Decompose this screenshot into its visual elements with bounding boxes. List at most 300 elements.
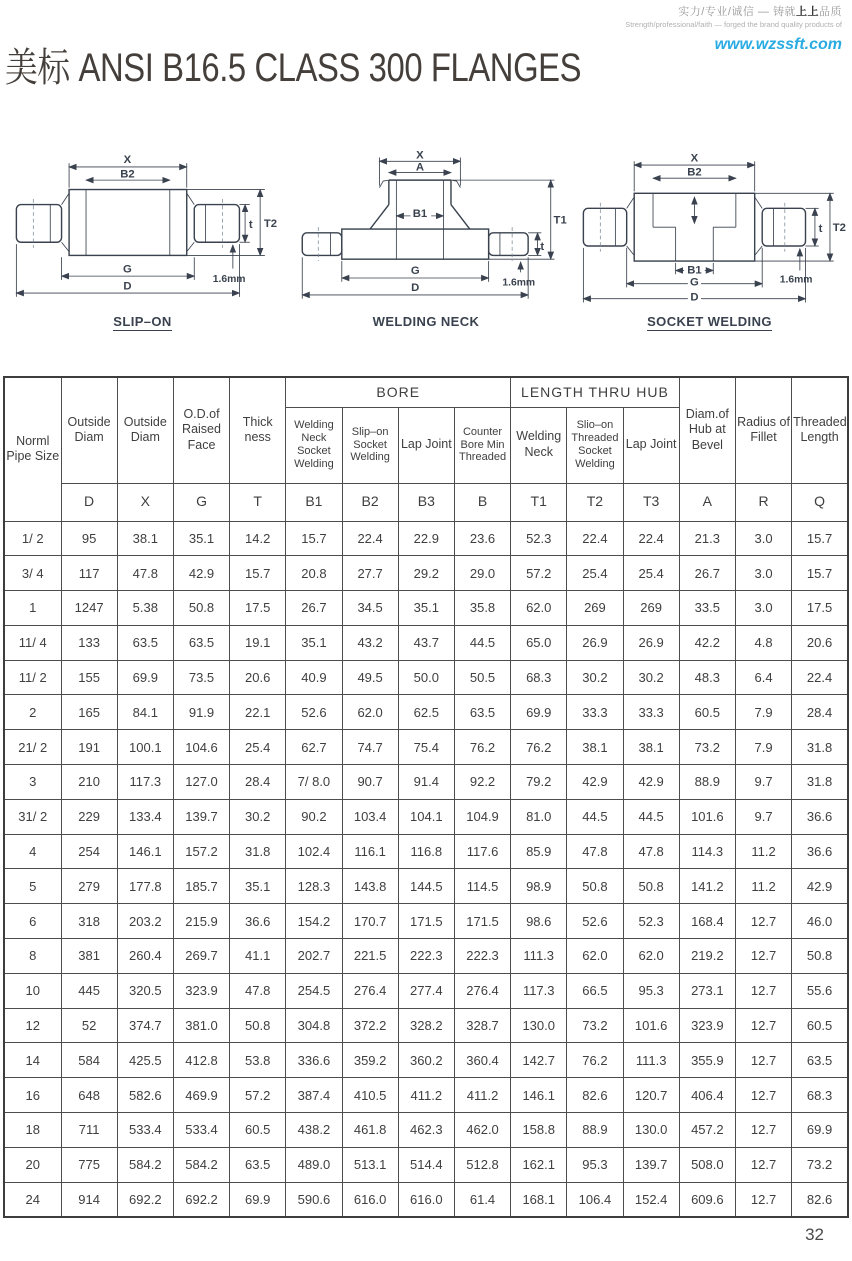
value-cell: 410.5 bbox=[342, 1078, 398, 1113]
dim-note: 1.6mm bbox=[501, 277, 535, 289]
value-cell: 73.2 bbox=[679, 730, 735, 765]
value-cell: 98.9 bbox=[511, 869, 567, 904]
value-cell: 12.7 bbox=[735, 1113, 791, 1148]
table-row bbox=[4, 939, 848, 974]
value-cell: 15.7 bbox=[792, 521, 848, 556]
value-cell: 102.4 bbox=[286, 834, 342, 869]
flange-outline bbox=[302, 180, 528, 261]
value-cell: 277.4 bbox=[398, 973, 454, 1008]
value-cell: 318 bbox=[61, 904, 117, 939]
col-hub-welding-neck: Welding Neck bbox=[511, 407, 567, 483]
value-cell: 254.5 bbox=[286, 973, 342, 1008]
flange-diagrams bbox=[0, 150, 852, 331]
value-cell: 61.4 bbox=[454, 1182, 510, 1217]
dim-d: D bbox=[410, 282, 419, 295]
value-cell: 276.4 bbox=[342, 973, 398, 1008]
value-cell: 34.5 bbox=[342, 591, 398, 626]
sym-r: R bbox=[735, 483, 791, 521]
sym-g: G bbox=[173, 483, 229, 521]
value-cell: 462.0 bbox=[454, 1113, 510, 1148]
value-cell: 323.9 bbox=[173, 973, 229, 1008]
value-cell: 7/ 8.0 bbox=[286, 765, 342, 800]
value-cell: 33.5 bbox=[679, 591, 735, 626]
value-cell: 203.2 bbox=[117, 904, 173, 939]
dim-g: G bbox=[410, 265, 420, 278]
value-cell: 50.8 bbox=[567, 869, 623, 904]
value-cell: 215.9 bbox=[173, 904, 229, 939]
sym-a: A bbox=[679, 483, 735, 521]
value-cell: 15.7 bbox=[792, 556, 848, 591]
value-cell: 171.5 bbox=[398, 904, 454, 939]
value-cell: 28.4 bbox=[230, 765, 286, 800]
value-cell: 50.5 bbox=[454, 660, 510, 695]
pipe-size-cell: 20 bbox=[4, 1147, 61, 1182]
value-cell: 130.0 bbox=[623, 1113, 679, 1148]
value-cell: 42.9 bbox=[567, 765, 623, 800]
value-cell: 11.2 bbox=[735, 834, 791, 869]
caption-welding-neck: WELDING NECK bbox=[372, 314, 480, 329]
group-length-thru-hub: LENGTH THRU HUB bbox=[511, 377, 680, 407]
pipe-size-cell: 6 bbox=[4, 904, 61, 939]
value-cell: 21.3 bbox=[679, 521, 735, 556]
value-cell: 141.2 bbox=[679, 869, 735, 904]
value-cell: 23.6 bbox=[454, 521, 510, 556]
value-cell: 42.9 bbox=[792, 869, 848, 904]
dim-x: X bbox=[123, 154, 132, 167]
value-cell: 35.8 bbox=[454, 591, 510, 626]
value-cell: 130.0 bbox=[511, 1008, 567, 1043]
value-cell: 36.6 bbox=[792, 799, 848, 834]
value-cell: 22.9 bbox=[398, 521, 454, 556]
group-bore: BORE bbox=[286, 377, 511, 407]
value-cell: 170.7 bbox=[342, 904, 398, 939]
value-cell: 533.4 bbox=[173, 1113, 229, 1148]
value-cell: 29.2 bbox=[398, 556, 454, 591]
value-cell: 111.3 bbox=[623, 1043, 679, 1078]
value-cell: 90.7 bbox=[342, 765, 398, 800]
value-cell: 120.7 bbox=[623, 1078, 679, 1113]
pipe-size-cell: 3 bbox=[4, 765, 61, 800]
table-row bbox=[4, 834, 848, 869]
value-cell: 269.7 bbox=[173, 939, 229, 974]
value-cell: 27.7 bbox=[342, 556, 398, 591]
table-row bbox=[4, 556, 848, 591]
value-cell: 15.7 bbox=[230, 556, 286, 591]
dim-b1: B1 bbox=[412, 207, 427, 220]
value-cell: 254 bbox=[61, 834, 117, 869]
value-cell: 117 bbox=[61, 556, 117, 591]
value-cell: 222.3 bbox=[454, 939, 510, 974]
value-cell: 52.6 bbox=[286, 695, 342, 730]
value-cell: 3.0 bbox=[735, 591, 791, 626]
value-cell: 85.9 bbox=[511, 834, 567, 869]
value-cell: 31.8 bbox=[792, 730, 848, 765]
value-cell: 38.1 bbox=[567, 730, 623, 765]
value-cell: 95.3 bbox=[623, 973, 679, 1008]
value-cell: 154.2 bbox=[286, 904, 342, 939]
sym-x: X bbox=[117, 483, 173, 521]
pipe-size-cell: 18 bbox=[4, 1113, 61, 1148]
value-cell: 42.9 bbox=[623, 765, 679, 800]
value-cell: 7.9 bbox=[735, 730, 791, 765]
col-od-raised-face: O.D.of Raised Face bbox=[173, 377, 229, 483]
value-cell: 457.2 bbox=[679, 1113, 735, 1148]
value-cell: 406.4 bbox=[679, 1078, 735, 1113]
value-cell: 49.5 bbox=[342, 660, 398, 695]
value-cell: 609.6 bbox=[679, 1182, 735, 1217]
value-cell: 276.4 bbox=[454, 973, 510, 1008]
value-cell: 35.1 bbox=[398, 591, 454, 626]
value-cell: 219.2 bbox=[679, 939, 735, 974]
diagram-socket-welding bbox=[569, 150, 850, 331]
value-cell: 469.9 bbox=[173, 1078, 229, 1113]
value-cell: 69.9 bbox=[511, 695, 567, 730]
value-cell: 50.0 bbox=[398, 660, 454, 695]
value-cell: 73.2 bbox=[567, 1008, 623, 1043]
value-cell: 584.2 bbox=[117, 1147, 173, 1182]
value-cell: 171.5 bbox=[454, 904, 510, 939]
value-cell: 92.2 bbox=[454, 765, 510, 800]
value-cell: 411.2 bbox=[454, 1078, 510, 1113]
value-cell: 100.1 bbox=[117, 730, 173, 765]
value-cell: 47.8 bbox=[623, 834, 679, 869]
pipe-size-cell: 8 bbox=[4, 939, 61, 974]
value-cell: 36.6 bbox=[230, 904, 286, 939]
value-cell: 133 bbox=[61, 625, 117, 660]
value-cell: 114.5 bbox=[454, 869, 510, 904]
value-cell: 9.7 bbox=[735, 765, 791, 800]
table-row bbox=[4, 904, 848, 939]
value-cell: 101.6 bbox=[623, 1008, 679, 1043]
value-cell: 387.4 bbox=[286, 1078, 342, 1113]
value-cell: 381 bbox=[61, 939, 117, 974]
value-cell: 43.7 bbox=[398, 625, 454, 660]
caption-socket-welding: SOCKET WELDING bbox=[647, 314, 772, 329]
symbol-row bbox=[4, 483, 848, 521]
value-cell: 355.9 bbox=[679, 1043, 735, 1078]
dimension-lines bbox=[302, 150, 566, 299]
value-cell: 6.4 bbox=[735, 660, 791, 695]
value-cell: 3.0 bbox=[735, 521, 791, 556]
value-cell: 25.4 bbox=[623, 556, 679, 591]
value-cell: 191 bbox=[61, 730, 117, 765]
value-cell: 52.3 bbox=[511, 521, 567, 556]
sym-t: T bbox=[230, 483, 286, 521]
value-cell: 33.3 bbox=[623, 695, 679, 730]
value-cell: 53.8 bbox=[230, 1043, 286, 1078]
value-cell: 533.4 bbox=[117, 1113, 173, 1148]
sym-b: B bbox=[454, 483, 510, 521]
value-cell: 47.8 bbox=[567, 834, 623, 869]
value-cell: 88.9 bbox=[567, 1113, 623, 1148]
value-cell: 63.5 bbox=[173, 625, 229, 660]
value-cell: 63.5 bbox=[454, 695, 510, 730]
value-cell: 4.8 bbox=[735, 625, 791, 660]
value-cell: 116.1 bbox=[342, 834, 398, 869]
dim-b2: B2 bbox=[120, 168, 135, 181]
value-cell: 221.5 bbox=[342, 939, 398, 974]
table-row bbox=[4, 591, 848, 626]
dim-t: t bbox=[248, 219, 253, 232]
value-cell: 22.4 bbox=[567, 521, 623, 556]
value-cell: 28.4 bbox=[792, 695, 848, 730]
col-diam-hub-bevel: Diam.of Hub at Bevel bbox=[679, 377, 735, 483]
value-cell: 101.6 bbox=[679, 799, 735, 834]
value-cell: 69.9 bbox=[230, 1182, 286, 1217]
value-cell: 273.1 bbox=[679, 973, 735, 1008]
value-cell: 95 bbox=[61, 521, 117, 556]
value-cell: 25.4 bbox=[567, 556, 623, 591]
value-cell: 914 bbox=[61, 1182, 117, 1217]
col-hub-lap-joint: Lap Joint bbox=[623, 407, 679, 483]
value-cell: 19.1 bbox=[230, 625, 286, 660]
sym-q: Q bbox=[792, 483, 848, 521]
pipe-size-cell: 1/ 2 bbox=[4, 521, 61, 556]
value-cell: 15.7 bbox=[286, 521, 342, 556]
value-cell: 514.4 bbox=[398, 1147, 454, 1182]
page-number: 32 bbox=[805, 1225, 824, 1244]
value-cell: 127.0 bbox=[173, 765, 229, 800]
table-body bbox=[4, 521, 848, 1217]
value-cell: 14.2 bbox=[230, 521, 286, 556]
value-cell: 82.6 bbox=[792, 1182, 848, 1217]
pipe-size-cell: 14 bbox=[4, 1043, 61, 1078]
value-cell: 711 bbox=[61, 1113, 117, 1148]
value-cell: 38.1 bbox=[623, 730, 679, 765]
value-cell: 62.0 bbox=[567, 939, 623, 974]
table-header bbox=[4, 377, 848, 521]
table-row bbox=[4, 1008, 848, 1043]
table-row bbox=[4, 660, 848, 695]
value-cell: 462.3 bbox=[398, 1113, 454, 1148]
pipe-size-cell: 24 bbox=[4, 1182, 61, 1217]
value-cell: 158.8 bbox=[511, 1113, 567, 1148]
table-row bbox=[4, 695, 848, 730]
value-cell: 91.4 bbox=[398, 765, 454, 800]
diagram-slip-on bbox=[2, 150, 283, 331]
sym-b1: B1 bbox=[286, 483, 342, 521]
value-cell: 43.2 bbox=[342, 625, 398, 660]
brand-slogan-en: Strength/professional/faith — forged the brand quality products of bbox=[625, 20, 842, 29]
pipe-size-cell: 21/ 2 bbox=[4, 730, 61, 765]
value-cell: 62.0 bbox=[623, 939, 679, 974]
value-cell: 12.7 bbox=[735, 1008, 791, 1043]
value-cell: 90.2 bbox=[286, 799, 342, 834]
value-cell: 68.3 bbox=[511, 660, 567, 695]
value-cell: 381.0 bbox=[173, 1008, 229, 1043]
value-cell: 29.0 bbox=[454, 556, 510, 591]
value-cell: 57.2 bbox=[230, 1078, 286, 1113]
value-cell: 38.1 bbox=[117, 521, 173, 556]
dim-note: 1.6mm bbox=[212, 273, 246, 285]
value-cell: 117.6 bbox=[454, 834, 510, 869]
value-cell: 74.7 bbox=[342, 730, 398, 765]
value-cell: 76.2 bbox=[567, 1043, 623, 1078]
col-bore-lap-joint: Lap Joint bbox=[398, 407, 454, 483]
value-cell: 22.4 bbox=[623, 521, 679, 556]
value-cell: 88.9 bbox=[679, 765, 735, 800]
table-row bbox=[4, 1113, 848, 1148]
value-cell: 31.8 bbox=[792, 765, 848, 800]
value-cell: 360.4 bbox=[454, 1043, 510, 1078]
table-row bbox=[4, 765, 848, 800]
value-cell: 260.4 bbox=[117, 939, 173, 974]
dim-t1: T1 bbox=[553, 214, 567, 227]
socket-welding-drawing bbox=[569, 150, 850, 310]
value-cell: 20.6 bbox=[230, 660, 286, 695]
col-bore-counter-bore: Counter Bore Min Threaded bbox=[454, 407, 510, 483]
dim-a: A bbox=[415, 161, 424, 174]
sym-b3: B3 bbox=[398, 483, 454, 521]
value-cell: 35.1 bbox=[230, 869, 286, 904]
dim-t: t bbox=[818, 222, 823, 235]
value-cell: 63.5 bbox=[230, 1147, 286, 1182]
value-cell: 76.2 bbox=[511, 730, 567, 765]
value-cell: 26.7 bbox=[286, 591, 342, 626]
value-cell: 116.8 bbox=[398, 834, 454, 869]
value-cell: 222.3 bbox=[398, 939, 454, 974]
value-cell: 103.4 bbox=[342, 799, 398, 834]
value-cell: 775 bbox=[61, 1147, 117, 1182]
dim-x: X bbox=[415, 150, 424, 162]
table-row bbox=[4, 973, 848, 1008]
value-cell: 60.5 bbox=[679, 695, 735, 730]
value-cell: 52.6 bbox=[567, 904, 623, 939]
sym-b2: B2 bbox=[342, 483, 398, 521]
pipe-size-cell: 5 bbox=[4, 869, 61, 904]
value-cell: 168.1 bbox=[511, 1182, 567, 1217]
value-cell: 144.5 bbox=[398, 869, 454, 904]
welding-neck-drawing bbox=[286, 150, 567, 310]
value-cell: 582.6 bbox=[117, 1078, 173, 1113]
value-cell: 22.4 bbox=[792, 660, 848, 695]
col-outside-diam-x: Outside Diam bbox=[117, 377, 173, 483]
value-cell: 360.2 bbox=[398, 1043, 454, 1078]
value-cell: 648 bbox=[61, 1078, 117, 1113]
value-cell: 12.7 bbox=[735, 1182, 791, 1217]
value-cell: 146.1 bbox=[117, 834, 173, 869]
value-cell: 50.8 bbox=[173, 591, 229, 626]
value-cell: 128.3 bbox=[286, 869, 342, 904]
value-cell: 133.4 bbox=[117, 799, 173, 834]
brand-slogan-cn: 实力/专业/诚信 — 铸就上上品质 bbox=[678, 6, 842, 18]
value-cell: 17.5 bbox=[230, 591, 286, 626]
table-row bbox=[4, 1182, 848, 1217]
value-cell: 157.2 bbox=[173, 834, 229, 869]
value-cell: 584 bbox=[61, 1043, 117, 1078]
dim-x: X bbox=[690, 152, 699, 165]
value-cell: 114.3 bbox=[679, 834, 735, 869]
value-cell: 425.5 bbox=[117, 1043, 173, 1078]
sym-t2: T2 bbox=[567, 483, 623, 521]
value-cell: 91.9 bbox=[173, 695, 229, 730]
value-cell: 95.3 bbox=[567, 1147, 623, 1182]
pipe-size-cell: 11/ 2 bbox=[4, 660, 61, 695]
value-cell: 75.4 bbox=[398, 730, 454, 765]
value-cell: 445 bbox=[61, 973, 117, 1008]
value-cell: 63.5 bbox=[117, 625, 173, 660]
value-cell: 55.6 bbox=[792, 973, 848, 1008]
value-cell: 328.2 bbox=[398, 1008, 454, 1043]
value-cell: 12.7 bbox=[735, 939, 791, 974]
value-cell: 60.5 bbox=[792, 1008, 848, 1043]
pipe-size-cell: 11/ 4 bbox=[4, 625, 61, 660]
value-cell: 489.0 bbox=[286, 1147, 342, 1182]
dim-g: G bbox=[123, 263, 132, 276]
col-hub-slip-on: Slio–on Threaded Socket Welding bbox=[567, 407, 623, 483]
value-cell: 359.2 bbox=[342, 1043, 398, 1078]
dim-note: 1.6mm bbox=[779, 274, 813, 286]
dim-b1: B1 bbox=[687, 264, 702, 277]
value-cell: 12.7 bbox=[735, 1147, 791, 1182]
value-cell: 9.7 bbox=[735, 799, 791, 834]
value-cell: 26.9 bbox=[623, 625, 679, 660]
value-cell: 328.7 bbox=[454, 1008, 510, 1043]
flange-outline bbox=[16, 190, 239, 256]
value-cell: 25.4 bbox=[230, 730, 286, 765]
value-cell: 11.2 bbox=[735, 869, 791, 904]
value-cell: 73.2 bbox=[792, 1147, 848, 1182]
value-cell: 202.7 bbox=[286, 939, 342, 974]
value-cell: 168.4 bbox=[679, 904, 735, 939]
table-row bbox=[4, 799, 848, 834]
value-cell: 20.8 bbox=[286, 556, 342, 591]
table-row bbox=[4, 869, 848, 904]
value-cell: 508.0 bbox=[679, 1147, 735, 1182]
value-cell: 66.5 bbox=[567, 973, 623, 1008]
value-cell: 513.1 bbox=[342, 1147, 398, 1182]
value-cell: 57.2 bbox=[511, 556, 567, 591]
value-cell: 210 bbox=[61, 765, 117, 800]
pipe-size-cell: 16 bbox=[4, 1078, 61, 1113]
col-threaded-length: Threaded Length bbox=[792, 377, 848, 483]
flange-spec-table bbox=[3, 376, 849, 1218]
website-link[interactable]: www.wzssft.com bbox=[714, 36, 842, 53]
value-cell: 46.0 bbox=[792, 904, 848, 939]
col-thickness: Thick ness bbox=[230, 377, 286, 483]
value-cell: 104.6 bbox=[173, 730, 229, 765]
value-cell: 320.5 bbox=[117, 973, 173, 1008]
value-cell: 279 bbox=[61, 869, 117, 904]
value-cell: 12.7 bbox=[735, 1078, 791, 1113]
value-cell: 48.3 bbox=[679, 660, 735, 695]
value-cell: 229 bbox=[61, 799, 117, 834]
value-cell: 41.1 bbox=[230, 939, 286, 974]
value-cell: 31.8 bbox=[230, 834, 286, 869]
value-cell: 117.3 bbox=[117, 765, 173, 800]
value-cell: 36.6 bbox=[792, 834, 848, 869]
value-cell: 12.7 bbox=[735, 973, 791, 1008]
pipe-size-cell: 4 bbox=[4, 834, 61, 869]
dim-t2: T2 bbox=[832, 221, 846, 234]
value-cell: 616.0 bbox=[342, 1182, 398, 1217]
value-cell: 82.6 bbox=[567, 1078, 623, 1113]
col-outside-diam-d: Outside Diam bbox=[61, 377, 117, 483]
value-cell: 44.5 bbox=[623, 799, 679, 834]
value-cell: 33.3 bbox=[567, 695, 623, 730]
value-cell: 47.8 bbox=[230, 973, 286, 1008]
pipe-size-cell: 10 bbox=[4, 973, 61, 1008]
value-cell: 50.8 bbox=[792, 939, 848, 974]
table-row bbox=[4, 1147, 848, 1182]
value-cell: 81.0 bbox=[511, 799, 567, 834]
value-cell: 142.7 bbox=[511, 1043, 567, 1078]
value-cell: 44.5 bbox=[454, 625, 510, 660]
value-cell: 98.6 bbox=[511, 904, 567, 939]
value-cell: 269 bbox=[623, 591, 679, 626]
value-cell: 336.6 bbox=[286, 1043, 342, 1078]
sym-d: D bbox=[61, 483, 117, 521]
